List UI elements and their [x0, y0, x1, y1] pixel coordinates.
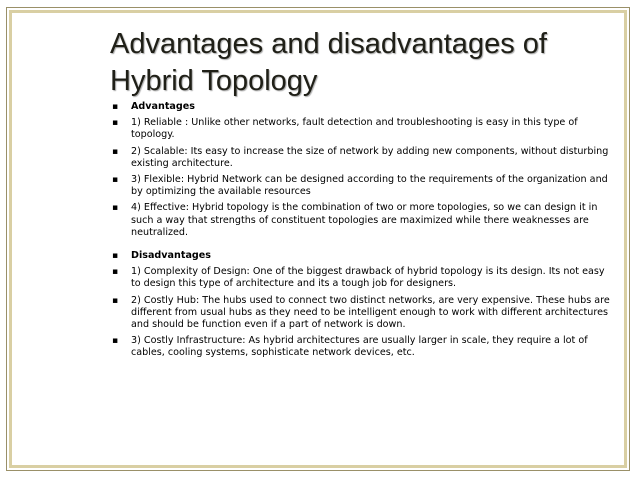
bullet-disadvantage-complexity	[112, 266, 612, 290]
bullet-disadvantages-heading	[112, 250, 612, 262]
bullet-advantage-flexible	[112, 174, 612, 198]
bullet-text: 4) Effective: Hybrid topology is the combination of two or more topologies, so we can design it in such a way that strengths of constituent topologies are maximized while there weaknesses are neutralized.	[131, 202, 598, 238]
bullet-text: 3) Costly Infrastructure: As hybrid architectures are usually larger in scale, they require a lot of cables, cooling systems, sophisticate network devices, etc.	[131, 335, 588, 359]
square-bullet-icon: ▪	[112, 203, 119, 214]
square-bullet-icon: ▪	[112, 336, 119, 347]
bullet-list	[112, 101, 612, 364]
bullet-text: 1) Reliable : Unlike other networks, fault detection and troubleshooting is easy in this type of topology.	[131, 117, 578, 141]
slide-title	[110, 26, 610, 100]
bullet-text: Disadvantages	[131, 250, 212, 262]
square-bullet-icon: ▪	[112, 146, 119, 157]
square-bullet-icon: ▪	[112, 175, 119, 186]
slide-title-line-1: Advantages and disadvantages of	[110, 28, 547, 60]
bullet-advantage-effective	[112, 202, 612, 239]
bullet-text: 1) Complexity of Design: One of the biggest drawback of hybrid topology is its design. Its not easy to design this type of architecture and its a tough job for designers.	[131, 266, 605, 290]
bullet-text: 2) Costly Hub: The hubs used to connect two distinct networks, are very expensive. These hubs are different from usual hubs as they need to be intelligent enough to work with different architectures and should be function even if a part of network is down.	[131, 294, 610, 331]
bullet-advantage-scalable	[112, 146, 612, 170]
slide-title-line-2: Hybrid Topology	[110, 65, 318, 97]
square-bullet-icon: ▪	[112, 102, 119, 112]
square-bullet-icon: ▪	[112, 295, 119, 306]
square-bullet-icon: ▪	[112, 267, 119, 278]
bullet-text: Advantages	[131, 101, 195, 112]
bullet-disadvantage-costly-infrastructure	[112, 335, 612, 359]
bullet-text: 3) Flexible: Hybrid Network can be designed according to the requirements of the organization and by optimizing the available resources	[131, 174, 608, 198]
bullet-advantages-heading	[112, 101, 612, 113]
square-bullet-icon: ▪	[112, 251, 119, 262]
bullet-text: 2) Scalable: Its easy to increase the size of network by adding new components, without disturbing existing architecture.	[131, 145, 609, 169]
square-bullet-icon: ▪	[112, 118, 119, 129]
bullet-advantage-reliable	[112, 117, 612, 141]
bullet-disadvantage-costly-hub	[112, 295, 612, 332]
